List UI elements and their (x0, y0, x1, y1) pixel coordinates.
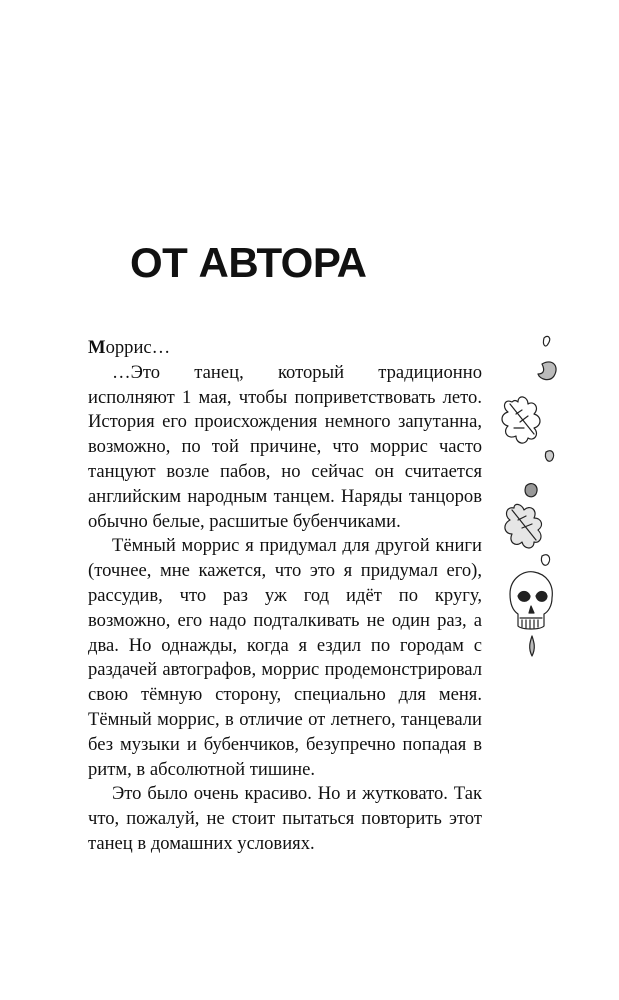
paragraph-1: …Это танец, который традиционно исполняют 1 мая, чтобы поприветствовать лето. История его происхождения немного запутанна, возможно, по той причине, что моррис часто танцуют возле пабов, но сейчас он считается английским народным танцем. Наряды танцоров обычно белые, расшитые бубенчиками. (88, 361, 482, 532)
oak-leaf-icon (502, 397, 540, 443)
lead-rest: оррис… (105, 337, 171, 358)
lead-initial: М (88, 337, 106, 358)
bud-icon (525, 484, 537, 497)
paragraph-3: Это было очень красиво. Но и жутковато. Так что, пожалуй, не стоит пытаться повторить этот танец в домашних условиях. (88, 783, 482, 854)
page-title: ОТ АВТОРА (130, 239, 367, 286)
oak-leaf-icon (505, 504, 542, 548)
skull-icon (510, 572, 552, 629)
falling-leaves-skull-illustration (490, 330, 570, 670)
small-leaf-icon (541, 555, 549, 566)
paragraph-2: Тёмный моррис я придумал для другой книги (точнее, мне кажется, что это я придумал его), рассудив, что раз уж год идёт по кругу, возможно, его надо подталкивать не один раз, а два. Но однажды, когда я ездил по городам с раздачей автографов, моррис продемонстрировал свою тёмную сторону, специально для меня. Тёмный моррис, в отличие от летнего, танцевали без музыки и бубенчиков, безупречно попадая в ритм, в абсолютной тишине. (88, 535, 482, 780)
small-leaf-icon (543, 336, 549, 346)
drip-icon (530, 636, 535, 656)
small-leaf-icon (545, 451, 553, 462)
curled-leaf-icon (538, 362, 556, 380)
body-text (88, 336, 482, 857)
lead-line (88, 336, 482, 361)
